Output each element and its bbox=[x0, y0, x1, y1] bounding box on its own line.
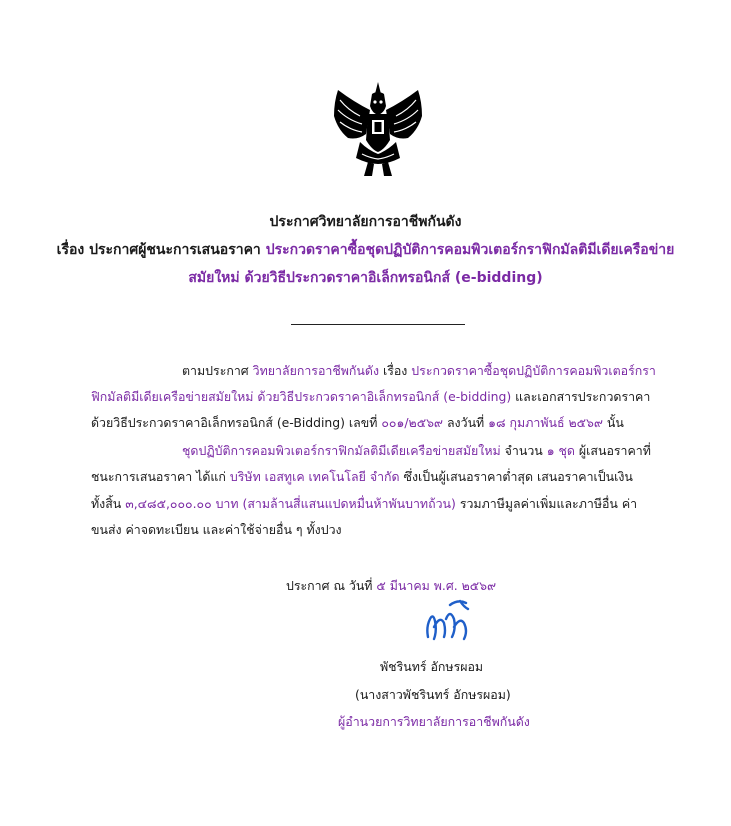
announcement-org-title: ประกาศวิทยาลัยการอาชีพกันดัง bbox=[269, 214, 462, 230]
body-line-2: ฟิกมัลติมีเดียเครือข่ายสมัยใหม่ ด้วยวิธีประกวดราคาอิเล็กทรอนิกส์ (e-bidding) และเอกสารประกวดราคา bbox=[91, 389, 651, 404]
announcement-subject-line-2: สมัยใหม่ ด้วยวิธีประกวดราคาอิเล็กทรอนิกส์ (e-bidding) bbox=[188, 270, 543, 286]
signature-name: พัชรินทร์ อักษรผอม bbox=[380, 659, 484, 674]
subject-prefix: เรื่อง ประกาศผู้ชนะการเสนอราคา bbox=[56, 242, 261, 258]
signature-position: ผู้อำนวยการวิทยาลัยการอาชีพกันดัง bbox=[338, 714, 530, 729]
announcement-date-line: ประกาศ ณ วันที่ ๕ มีนาคม พ.ศ. ๒๕๖๙ bbox=[286, 578, 497, 593]
header-divider bbox=[291, 324, 465, 325]
body-line-1: ตามประกาศ วิทยาลัยการอาชีพกันดัง เรื่อง ประกวดราคาซื้อชุดปฏิบัติการคอมพิวเตอร์กรา bbox=[182, 363, 656, 378]
handwritten-signature bbox=[420, 597, 476, 645]
subject-highlight: ประกวดราคาซื้อชุดปฏิบัติการคอมพิวเตอร์กราฟิกมัลติมีเดียเครือข่าย bbox=[265, 242, 675, 258]
signature-full-name: (นางสาวพัชรินทร์ อักษรผอม) bbox=[355, 687, 511, 702]
garuda-emblem-icon bbox=[328, 80, 428, 180]
body-line-6: ทั้งสิ้น ๓,๔๘๕,๐๐๐.๐๐ บาท (สามล้านสี่แสนแปดหมื่นห้าพันบาทถ้วน) รวมภาษีมูลค่าเพิ่มและภาษีอื่น ค่า bbox=[91, 496, 638, 511]
body-line-3: ด้วยวิธีประกวดราคาอิเล็กทรอนิกส์ (e-Bidding) เลขที่ ๐๐๑/๒๕๖๙ ลงวันที่ ๑๘ กุมภาพันธ์ ๒๕๖๙ นั้น bbox=[91, 415, 624, 430]
body-line-5: ชนะการเสนอราคา ได้แก่ บริษัท เอสทูเค เทคโนโลยี จำกัด ซึ่งเป็นผู้เสนอราคาต่ำสุด เสนอราคาเป็นเงิน bbox=[91, 469, 633, 484]
body-line-4: ชุดปฏิบัติการคอมพิวเตอร์กราฟิกมัลติมีเดียเครือข่ายสมัยใหม่ จำนวน ๑ ชุด ผู้เสนอราคาที่ bbox=[182, 443, 651, 458]
announcement-subject-line bbox=[0, 240, 731, 260]
body-line-7: ขนส่ง ค่าจดทะเบียน และค่าใช้จ่ายอื่น ๆ ทั้งปวง bbox=[91, 522, 342, 537]
